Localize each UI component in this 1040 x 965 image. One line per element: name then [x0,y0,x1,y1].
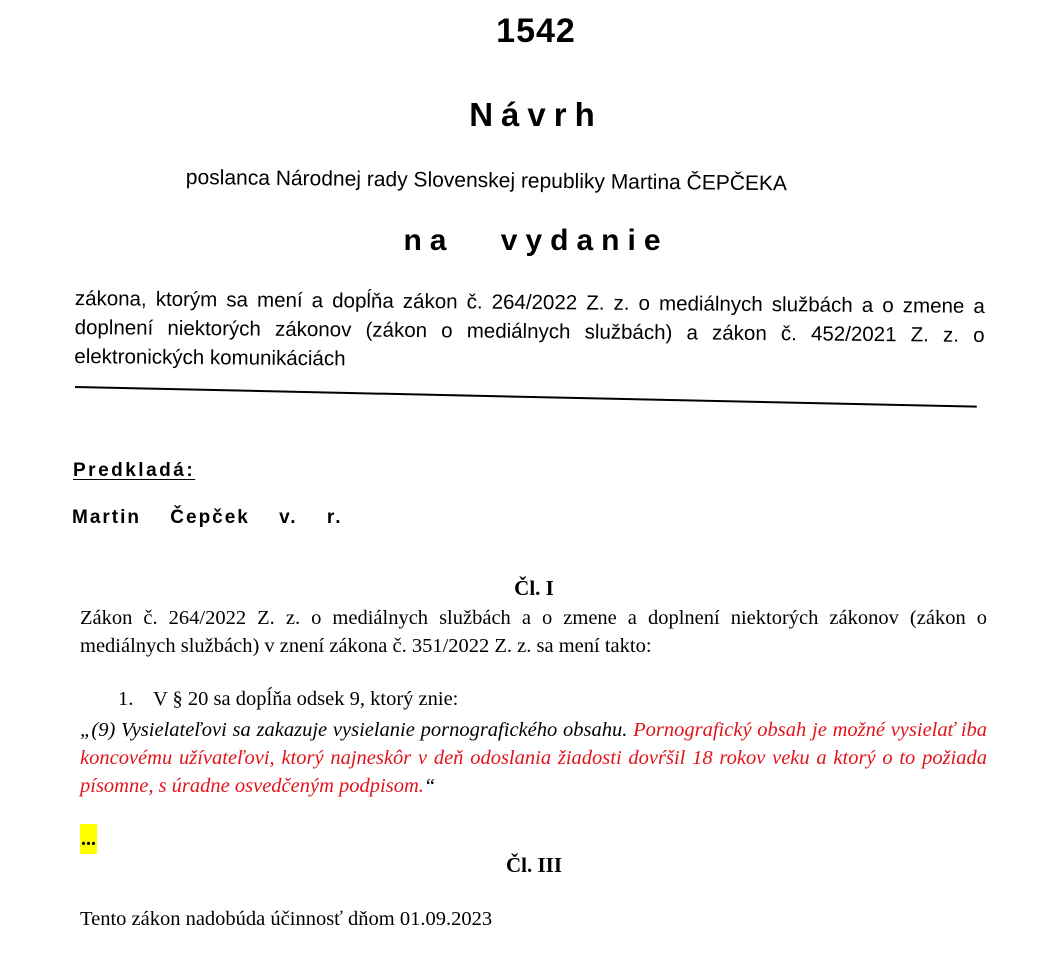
sponsor-line: poslanca Národnej rady Slovenskej republiky Martina ČEPČEKA [185,166,788,196]
article-3-heading: Čl. III [505,853,563,877]
document-number: 1542 [496,12,576,50]
law-title: zákona, ktorým sa mení a dopĺňa zákon č. 264/2022 Z. z. o mediálnych službách a o zmene a doplnení niektorých zákonov (zákon o mediálnych službách) a zákon č. 452/2021 Z. z. o elektronických komunikáciách [74,286,985,371]
omission-mark: ... [80,824,97,854]
effective-date-text: Tento zákon nadobúda účinnosť dňom 01.09.2023 [80,908,493,930]
article-1-heading: Čl. I [514,576,554,600]
point-text: V § 20 sa dopĺňa odsek 9, ktorý znie: [153,688,459,710]
submitter-name: Martin Čepček v. r. [72,507,343,528]
quote-closing-mark: “ [423,775,436,797]
document-subheading: na vydanie [403,224,669,257]
amendment-quote [80,716,987,800]
point-number: 1. [118,688,134,710]
document-heading: Návrh [469,96,603,133]
article-1-intro: Zákon č. 264/2022 Z. z. o mediálnych službách a o zmene a doplnení niektorých zákonov (zákon o mediálnych službách) v znení zákona č. 351/2022 Z. z. sa mení takto: [80,607,987,657]
submitter-label: Predkladá: [73,460,196,481]
divider-line [75,386,977,408]
quote-added-text: Pornografický obsah je možné vysielať iba koncovému užívateľovi, ktorý najneskôr v deň odoslania žiadosti dovŕšil 18 rokov veku a ktorý o to požiada písomne, s úradne osvedčeným podpisom. [80,719,988,797]
amendment-point [118,688,458,711]
quote-original-text: „(9) Vysielateľovi sa zakazuje vysielanie pornografického obsahu. [80,719,628,741]
